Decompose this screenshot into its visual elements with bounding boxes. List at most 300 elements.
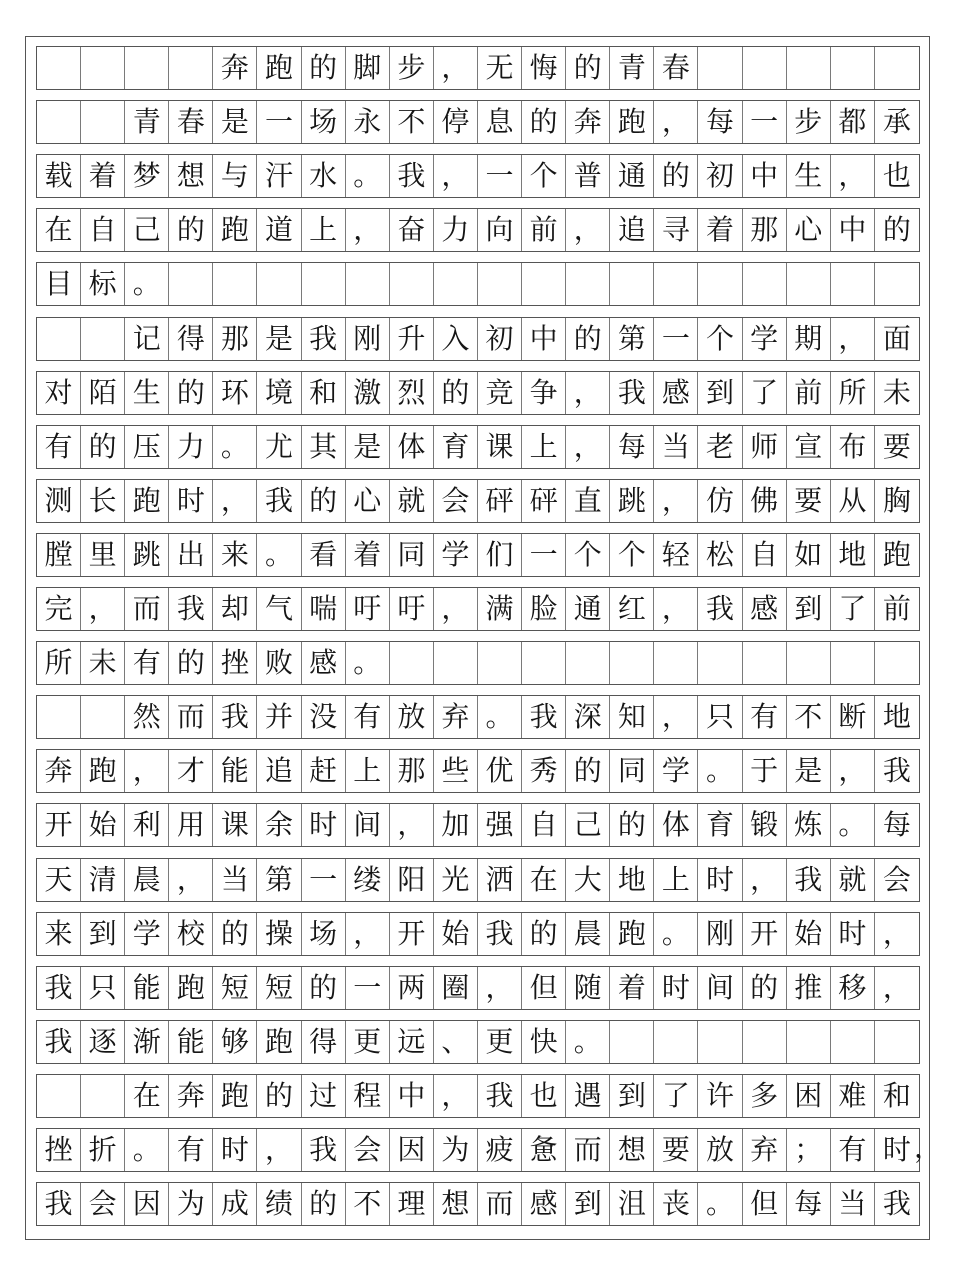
- grid-cell: 因: [390, 1129, 434, 1171]
- grid-cell: 时: [654, 967, 698, 1009]
- grid-cell: 松: [698, 534, 742, 576]
- essay-row: [36, 587, 920, 631]
- grid-cell: 普: [566, 155, 610, 197]
- grid-cell: 要: [654, 1129, 698, 1171]
- grid-cell: [478, 263, 522, 305]
- grid-cell: 未: [882, 375, 911, 409]
- grid-cell: 因: [125, 1183, 169, 1225]
- grid-cell: 得: [302, 1021, 346, 1063]
- grid-cell: 阳: [390, 859, 434, 901]
- grid-cell: 到: [787, 588, 831, 630]
- grid-cell: 测: [37, 480, 81, 522]
- grid-cell: 每: [610, 426, 654, 468]
- grid-cell: 我: [610, 372, 654, 414]
- grid-cell: 也: [882, 159, 911, 193]
- grid-cell: 然: [125, 696, 169, 738]
- grid-cell: ，: [169, 859, 213, 901]
- grid-cell: 升: [390, 318, 434, 360]
- grid-cell: 短: [257, 967, 301, 1009]
- grid-cell: 奋: [390, 209, 434, 251]
- grid-cell: 不: [346, 1183, 390, 1225]
- grid-cell: 标: [81, 263, 125, 305]
- grid-cell: 一: [654, 318, 698, 360]
- grid-cell: [831, 642, 875, 684]
- grid-cell: 地: [882, 700, 911, 734]
- grid-cell: 许: [698, 1075, 742, 1117]
- grid-cell: ，: [434, 1075, 478, 1117]
- essay-row: [36, 533, 920, 577]
- grid-cell: 丧: [654, 1183, 698, 1225]
- grid-cell: 跑: [610, 913, 654, 955]
- grid-cell: 推: [787, 967, 831, 1009]
- grid-cell: 败: [257, 642, 301, 684]
- grid-cell: 跳: [125, 534, 169, 576]
- grid-cell: 心: [787, 209, 831, 251]
- grid-cell: 优: [478, 750, 522, 792]
- grid-cell: 开: [390, 913, 434, 955]
- grid-cell: 直: [566, 480, 610, 522]
- grid-cell: 那: [213, 318, 257, 360]
- grid-cell: 来: [37, 913, 81, 955]
- grid-cell: 砰: [522, 480, 566, 522]
- grid-cell: 余: [257, 804, 301, 846]
- grid-cell: 寻: [654, 209, 698, 251]
- grid-cell: 是: [787, 750, 831, 792]
- grid-cell: 如: [787, 534, 831, 576]
- grid-cell: 感: [743, 588, 787, 630]
- grid-cell: 圈: [434, 967, 478, 1009]
- grid-cell: 开: [37, 804, 81, 846]
- grid-cell: 锻: [743, 804, 787, 846]
- essay-row: [36, 479, 920, 523]
- grid-cell: 脸: [522, 588, 566, 630]
- grid-cell: [831, 47, 875, 89]
- grid-cell: ，: [81, 588, 125, 630]
- essay-row: [36, 154, 920, 198]
- grid-cell: 并: [257, 696, 301, 738]
- grid-cell: 程: [346, 1075, 390, 1117]
- grid-cell: 的: [302, 47, 346, 89]
- grid-cell: 同: [610, 750, 654, 792]
- grid-cell: 个: [566, 534, 610, 576]
- grid-cell: 操: [257, 913, 301, 955]
- grid-cell: ，: [213, 480, 257, 522]
- grid-cell: 挫: [37, 1129, 81, 1171]
- grid-cell: 里: [81, 534, 125, 576]
- grid-cell: 挫: [213, 642, 257, 684]
- grid-cell: 要: [882, 429, 911, 463]
- grid-cell: [522, 263, 566, 305]
- grid-cell: 的: [566, 318, 610, 360]
- grid-cell: 对: [37, 372, 81, 414]
- essay-row: [36, 46, 920, 90]
- grid-cell: [478, 642, 522, 684]
- grid-cell: 每: [698, 101, 742, 143]
- essay-row: [36, 1128, 920, 1172]
- grid-cell: 我: [698, 588, 742, 630]
- grid-cell: [390, 263, 434, 305]
- grid-cell: 感: [302, 642, 346, 684]
- grid-cell: ，: [566, 372, 610, 414]
- grid-cell: 是: [346, 426, 390, 468]
- grid-cell: [698, 642, 742, 684]
- grid-cell: 随: [566, 967, 610, 1009]
- grid-cell: 春: [654, 47, 698, 89]
- grid-cell: 息: [478, 101, 522, 143]
- grid-cell: ，: [390, 804, 434, 846]
- grid-cell: 我: [257, 480, 301, 522]
- grid-cell: ，: [434, 588, 478, 630]
- grid-cell: 上: [654, 859, 698, 901]
- grid-cell: 的: [302, 480, 346, 522]
- grid-cell: [610, 1021, 654, 1063]
- grid-cell: 大: [566, 859, 610, 901]
- grid-cell: ，: [434, 47, 478, 89]
- grid-cell: 时: [831, 913, 875, 955]
- grid-cell: 、: [434, 1021, 478, 1063]
- grid-cell: 面: [882, 321, 911, 355]
- grid-cell: 所: [37, 642, 81, 684]
- grid-cell: 知: [610, 696, 654, 738]
- grid-cell: 都: [831, 101, 875, 143]
- grid-cell: 清: [81, 859, 125, 901]
- grid-cell: [875, 1021, 919, 1063]
- grid-cell: 看: [302, 534, 346, 576]
- grid-cell: 过: [302, 1075, 346, 1117]
- grid-cell: 短: [213, 967, 257, 1009]
- grid-cell: ，: [478, 967, 522, 1009]
- grid-cell: 己: [566, 804, 610, 846]
- grid-cell: 。: [654, 913, 698, 955]
- grid-cell: 我: [478, 1075, 522, 1117]
- essay-row: [36, 803, 920, 847]
- essay-row: [36, 749, 920, 793]
- grid-cell: 前: [787, 372, 831, 414]
- grid-cell: 中: [743, 155, 787, 197]
- grid-cell: 。: [213, 426, 257, 468]
- grid-cell: 我: [37, 1183, 81, 1225]
- grid-cell: 会: [346, 1129, 390, 1171]
- grid-cell: 的: [302, 967, 346, 1009]
- grid-cell: 放: [390, 696, 434, 738]
- grid-cell: 感: [522, 1183, 566, 1225]
- grid-cell: 地: [831, 534, 875, 576]
- grid-cell: 秀: [522, 750, 566, 792]
- grid-cell: 到: [610, 1075, 654, 1117]
- grid-cell: 。: [478, 696, 522, 738]
- essay-row: [36, 208, 920, 252]
- grid-cell: 着: [81, 155, 125, 197]
- grid-cell: 力: [169, 426, 213, 468]
- grid-cell: 第: [257, 859, 301, 901]
- grid-cell: 己: [125, 209, 169, 251]
- grid-cell: 着: [346, 534, 390, 576]
- grid-cell: 期: [787, 318, 831, 360]
- grid-cell: 没: [302, 696, 346, 738]
- grid-cell: 吁: [390, 588, 434, 630]
- grid-cell: 只: [81, 967, 125, 1009]
- grid-cell: 仿: [698, 480, 742, 522]
- grid-cell: 为: [169, 1183, 213, 1225]
- grid-cell: 有: [37, 426, 81, 468]
- grid-cell: 个: [698, 318, 742, 360]
- grid-cell: 争: [522, 372, 566, 414]
- grid-cell: ，: [346, 209, 390, 251]
- grid-cell: 红: [610, 588, 654, 630]
- grid-cell: 的: [81, 426, 125, 468]
- grid-cell: 要: [787, 480, 831, 522]
- grid-cell: 想: [610, 1129, 654, 1171]
- grid-cell: 间: [346, 804, 390, 846]
- grid-cell: 了: [743, 372, 787, 414]
- grid-cell: 的: [566, 750, 610, 792]
- grid-cell: 脚: [346, 47, 390, 89]
- grid-cell: ，: [743, 859, 787, 901]
- grid-cell: 校: [169, 913, 213, 955]
- grid-cell: 了: [654, 1075, 698, 1117]
- grid-cell: 的: [522, 913, 566, 955]
- grid-cell: 。: [125, 1129, 169, 1171]
- grid-cell: 。: [257, 534, 301, 576]
- grid-cell: 中: [522, 318, 566, 360]
- grid-cell: 自: [522, 804, 566, 846]
- grid-cell: 开: [743, 913, 787, 955]
- essay-row: [36, 641, 920, 685]
- grid-cell: 奔: [169, 1075, 213, 1117]
- grid-cell: 不: [787, 696, 831, 738]
- grid-cell: 。: [346, 155, 390, 197]
- grid-cell: 当: [831, 1183, 875, 1225]
- grid-cell: [698, 47, 742, 89]
- grid-cell: 能: [125, 967, 169, 1009]
- grid-cell: 赶: [302, 750, 346, 792]
- grid-cell: 个: [522, 155, 566, 197]
- grid-cell: 两: [390, 967, 434, 1009]
- grid-cell: 学: [125, 913, 169, 955]
- grid-cell: 而: [169, 696, 213, 738]
- grid-cell: 长: [81, 480, 125, 522]
- grid-cell: [566, 642, 610, 684]
- grid-cell: 自: [743, 534, 787, 576]
- grid-cell: 步: [787, 101, 831, 143]
- grid-cell: 快: [522, 1021, 566, 1063]
- grid-cell: 。: [125, 263, 169, 305]
- grid-cell: 只: [698, 696, 742, 738]
- grid-cell: 当: [654, 426, 698, 468]
- grid-cell: 自: [81, 209, 125, 251]
- grid-cell: [831, 263, 875, 305]
- grid-cell: 春: [169, 101, 213, 143]
- grid-cell: 移: [831, 967, 875, 1009]
- grid-cell: 会: [81, 1183, 125, 1225]
- grid-cell: 逐: [81, 1021, 125, 1063]
- grid-cell: 砰: [478, 480, 522, 522]
- grid-cell: 心: [346, 480, 390, 522]
- grid-cell: [37, 318, 81, 360]
- grid-cell: 我: [169, 588, 213, 630]
- grid-cell: 汗: [257, 155, 301, 197]
- grid-cell: 记: [125, 318, 169, 360]
- grid-cell: 却: [213, 588, 257, 630]
- grid-cell: 满: [478, 588, 522, 630]
- grid-cell: [654, 642, 698, 684]
- grid-cell: ，: [882, 916, 911, 950]
- grid-cell: 轻: [654, 534, 698, 576]
- grid-cell: [610, 642, 654, 684]
- essay-row: [36, 262, 920, 306]
- grid-cell: 我: [390, 155, 434, 197]
- grid-cell: 其: [302, 426, 346, 468]
- grid-cell: [434, 642, 478, 684]
- grid-cell: [390, 642, 434, 684]
- grid-cell: 的: [654, 155, 698, 197]
- grid-cell: 育: [434, 426, 478, 468]
- grid-cell: 时: [169, 480, 213, 522]
- grid-cell: 有: [743, 696, 787, 738]
- grid-cell: 间: [698, 967, 742, 1009]
- grid-cell: 的: [169, 372, 213, 414]
- grid-cell: 初: [698, 155, 742, 197]
- grid-cell: [875, 47, 919, 89]
- grid-cell: 够: [213, 1021, 257, 1063]
- grid-cell: 。: [698, 750, 742, 792]
- grid-cell: 跑: [125, 480, 169, 522]
- grid-cell: 时: [882, 1133, 911, 1166]
- grid-cell: 课: [478, 426, 522, 468]
- grid-cell: 始: [787, 913, 831, 955]
- grid-cell: 老: [698, 426, 742, 468]
- grid-cell: 我: [522, 696, 566, 738]
- grid-cell: [302, 263, 346, 305]
- grid-cell: 加: [434, 804, 478, 846]
- grid-cell: 绩: [257, 1183, 301, 1225]
- grid-cell: 喘: [302, 588, 346, 630]
- grid-cell: 力: [434, 209, 478, 251]
- grid-cell: 有: [831, 1129, 875, 1171]
- grid-cell: 得: [169, 318, 213, 360]
- grid-cell: 我: [302, 1129, 346, 1171]
- grid-cell: 就: [390, 480, 434, 522]
- grid-cell: [81, 47, 125, 89]
- grid-cell: ，: [346, 913, 390, 955]
- grid-cell: 一: [346, 967, 390, 1009]
- grid-cell: ，: [882, 970, 911, 1004]
- grid-cell: 奔: [37, 750, 81, 792]
- grid-cell: [787, 263, 831, 305]
- grid-cell: 会: [434, 480, 478, 522]
- grid-cell: 。: [566, 1021, 610, 1063]
- grid-cell: 而: [125, 588, 169, 630]
- grid-cell: 洒: [478, 859, 522, 901]
- grid-cell: [743, 263, 787, 305]
- grid-cell: 完: [37, 588, 81, 630]
- grid-cell: 放: [698, 1129, 742, 1171]
- essay-row: [36, 425, 920, 469]
- grid-cell: [566, 263, 610, 305]
- grid-cell: 奔: [213, 47, 257, 89]
- grid-cell: 我: [478, 913, 522, 955]
- grid-cell: 了: [831, 588, 875, 630]
- grid-cell: 跑: [257, 1021, 301, 1063]
- grid-cell: 。: [698, 1183, 742, 1225]
- grid-cell: [434, 263, 478, 305]
- essay-row: [36, 100, 920, 144]
- grid-cell: 困: [787, 1075, 831, 1117]
- grid-cell: 强: [478, 804, 522, 846]
- grid-cell: [81, 318, 125, 360]
- grid-cell: 烈: [390, 372, 434, 414]
- grid-cell: ，: [125, 750, 169, 792]
- grid-cell: 佛: [743, 480, 787, 522]
- grid-cell: 更: [346, 1021, 390, 1063]
- grid-cell: 但: [743, 1183, 787, 1225]
- grid-cell: 光: [434, 859, 478, 901]
- grid-cell: 载: [37, 155, 81, 197]
- grid-cell: 晨: [566, 913, 610, 955]
- grid-cell: 无: [478, 47, 522, 89]
- grid-cell: 那: [390, 750, 434, 792]
- grid-cell: 的: [610, 804, 654, 846]
- grid-cell: 青: [610, 47, 654, 89]
- grid-cell: [743, 47, 787, 89]
- grid-cell: 来: [213, 534, 257, 576]
- grid-cell: 上: [346, 750, 390, 792]
- grid-cell: 跑: [169, 967, 213, 1009]
- grid-cell: 压: [125, 426, 169, 468]
- grid-cell: 每: [882, 808, 911, 842]
- grid-cell: 的: [566, 47, 610, 89]
- grid-cell: [875, 642, 919, 684]
- grid-cell: 跑: [882, 537, 911, 571]
- grid-cell: [257, 263, 301, 305]
- grid-cell: [81, 1075, 125, 1117]
- grid-cell: 跑: [213, 209, 257, 251]
- grid-cell: ，: [831, 750, 875, 792]
- grid-cell: 想: [434, 1183, 478, 1225]
- grid-cell: 跑: [81, 750, 125, 792]
- essay-row: [36, 371, 920, 415]
- grid-cell: [37, 47, 81, 89]
- grid-cell: 理: [390, 1183, 434, 1225]
- grid-cell: 时: [302, 804, 346, 846]
- grid-cell: [169, 263, 213, 305]
- grid-cell: 利: [125, 804, 169, 846]
- grid-cell: 到: [566, 1183, 610, 1225]
- grid-cell: [654, 263, 698, 305]
- grid-cell: 疲: [478, 1129, 522, 1171]
- grid-cell: 激: [346, 372, 390, 414]
- grid-cell: [698, 1021, 742, 1063]
- grid-cell: 。: [831, 804, 875, 846]
- grid-cell: 和: [882, 1078, 911, 1112]
- grid-cell: ，: [654, 101, 698, 143]
- essay-row: [36, 317, 920, 361]
- grid-cell: 始: [81, 804, 125, 846]
- grid-cell: 通: [566, 588, 610, 630]
- grid-cell: 悔: [522, 47, 566, 89]
- grid-cell: 永: [346, 101, 390, 143]
- grid-cell: 有: [346, 696, 390, 738]
- grid-cell: 育: [698, 804, 742, 846]
- grid-cell: 停: [434, 101, 478, 143]
- grid-cell: 到: [81, 913, 125, 955]
- grid-cell: 个: [610, 534, 654, 576]
- grid-cell: 着: [698, 209, 742, 251]
- grid-cell: [610, 263, 654, 305]
- grid-cell: 弃: [434, 696, 478, 738]
- grid-cell: 才: [169, 750, 213, 792]
- grid-cell: [37, 696, 81, 738]
